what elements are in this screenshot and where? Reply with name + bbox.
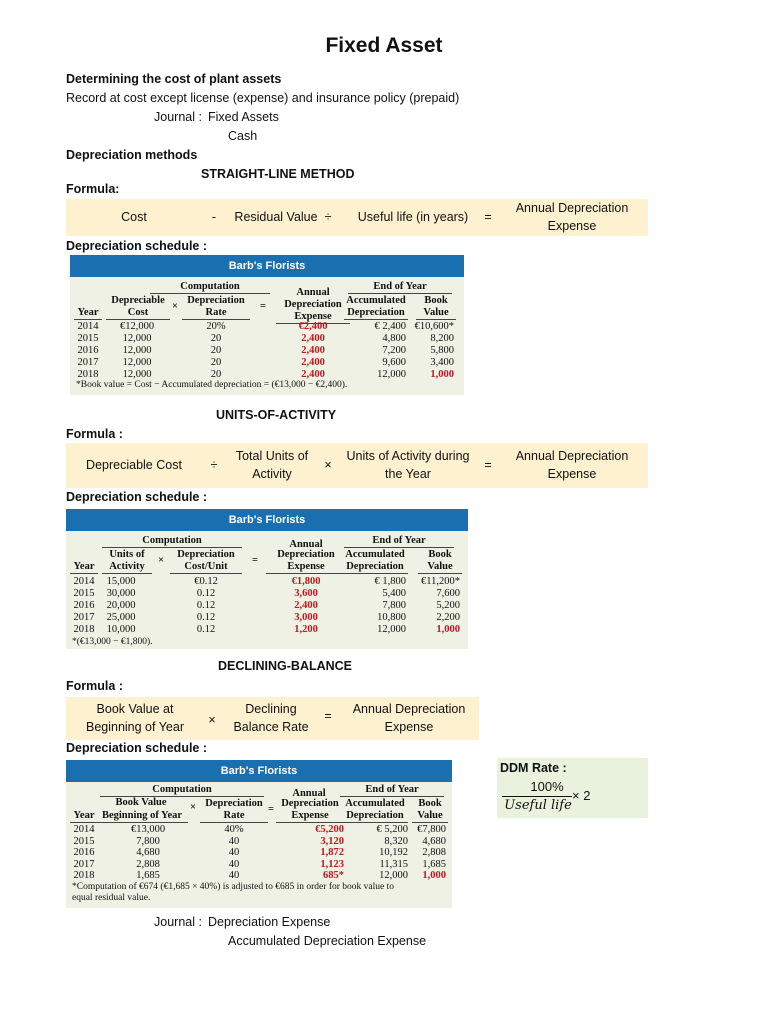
- db-cell-c4: 10,192: [379, 847, 408, 858]
- sl-footnote: *Book value = Cost − Accumulated depreciation = (€13,000 − €2,400).: [76, 380, 348, 390]
- ua-group-computation: Computation: [102, 535, 242, 548]
- db-h-c5b: Value: [412, 810, 448, 823]
- db-cell-c5: 4,680: [422, 835, 446, 847]
- sl-formula-residual: Residual Value: [234, 210, 318, 224]
- db-schedule-table: [66, 760, 452, 908]
- ua-h-times: ×: [158, 555, 164, 566]
- sl-cell-year: 2014: [77, 321, 99, 332]
- db-journal-credit: Accumulated Depreciation Expense: [228, 934, 427, 948]
- db-formula-rate: Declining Balance Rate: [233, 702, 309, 734]
- sl-h-equals: =: [260, 301, 266, 312]
- ua-h-c4a: Accumulated: [345, 549, 405, 560]
- sl-cell-year: 2017: [77, 357, 99, 368]
- sl-cell-c5: 3,400: [430, 357, 454, 368]
- ua-h-c1b: Activity: [102, 561, 152, 574]
- db-title: DECLINING-BALANCE: [218, 659, 353, 673]
- db-h-times: ×: [190, 802, 196, 813]
- sl-h-c1b: Cost: [106, 307, 170, 320]
- db-cell-year: 2014: [73, 824, 95, 835]
- ua-footnote: *(€13,000 − €1,800).: [72, 637, 153, 647]
- ua-cell-c1: 15,000: [106, 576, 136, 587]
- db-cell-c4: 8,320: [384, 835, 408, 847]
- db-cell-c4: 11,315: [379, 858, 408, 870]
- db-schedule-label: Depreciation schedule :: [66, 741, 208, 755]
- ua-schedule-table: [66, 509, 468, 649]
- ua-cell-c3: 3,600: [294, 588, 318, 599]
- db-formula: [66, 697, 479, 740]
- ua-formula-result: Annual Depreciation Expense: [515, 449, 629, 481]
- sl-group-computation: Computation: [150, 281, 270, 294]
- sl-cell-c3: 2,400: [301, 357, 325, 368]
- ua-formula-totalunits: Total Units of Activity: [235, 449, 309, 481]
- sl-cell-c3: 2,400: [301, 369, 325, 380]
- sl-cell-year: 2015: [77, 333, 99, 344]
- ua-h-c3b: Depreciation: [277, 549, 335, 560]
- ua-cell-c1: 20,000: [106, 600, 136, 611]
- ua-formula-label: Formula :: [66, 427, 123, 441]
- db-h-year: Year: [70, 810, 98, 823]
- ua-cell-c2: 0.12: [196, 624, 216, 635]
- db-cell-c5: 1,000: [422, 870, 446, 881]
- ua-cell-c3: 1,200: [294, 624, 318, 635]
- db-cell-c2: 40: [228, 858, 240, 870]
- db-formula-times: ×: [208, 713, 216, 727]
- db-cell-c2: 40: [228, 847, 240, 858]
- ddm-denominator: Useful life: [504, 798, 572, 813]
- ua-cell-c2: 0.12: [196, 612, 216, 623]
- db-cell-year: 2015: [73, 835, 95, 847]
- ua-cell-c4: € 1,800: [374, 576, 406, 587]
- sl-formula-result: Annual Depreciation Expense: [515, 201, 629, 233]
- db-cell-c3: 3,120: [320, 835, 344, 847]
- sl-cell-c1: 12,000: [122, 357, 152, 368]
- ua-formula-units-year: Units of Activity during the Year: [346, 449, 470, 481]
- ua-h-c2b: Cost/Unit: [170, 561, 242, 574]
- sl-cell-year: 2018: [77, 369, 99, 380]
- db-cell-c3: 1,123: [320, 858, 344, 870]
- sl-formula-equals: =: [484, 210, 492, 224]
- db-h-c1b: Beginning of Year: [96, 810, 188, 823]
- ua-formula-equals: =: [484, 458, 492, 472]
- ua-formula-times: ×: [324, 458, 332, 472]
- sl-cell-c2: 20: [210, 357, 222, 368]
- ua-table-title: Barb's Florists: [66, 509, 468, 531]
- sl-cell-c3: 2,400: [301, 333, 325, 344]
- sl-h-c2a: Depreciation: [187, 295, 245, 306]
- ua-formula: [66, 443, 648, 488]
- journal-label: Journal :: [154, 110, 202, 124]
- sl-formula: [66, 199, 648, 236]
- sl-cell-c2: 20: [210, 333, 222, 344]
- ua-cell-c1: 25,000: [106, 612, 136, 623]
- ua-h-year: Year: [70, 561, 98, 574]
- ua-cell-c4: 5,400: [382, 588, 406, 599]
- sl-cell-c5: 1,000: [430, 369, 454, 380]
- ua-cell-c5: 5,200: [436, 600, 460, 611]
- db-cell-c3: 1,872: [320, 847, 344, 858]
- db-cell-c1: 2,808: [136, 858, 160, 870]
- db-table-title: Barb's Florists: [66, 760, 452, 782]
- ua-cell-c5: 1,000: [436, 624, 460, 635]
- db-cell-c4: € 5,200: [376, 824, 408, 835]
- ua-title: UNITS-OF-ACTIVITY: [216, 408, 337, 422]
- sl-cell-c5: 5,800: [430, 345, 454, 356]
- sl-cell-c1: 12,000: [122, 345, 152, 356]
- ua-cell-c1: 10,000: [106, 624, 136, 635]
- sl-formula-life: Useful life (in years): [357, 210, 469, 224]
- sl-h-year: Year: [74, 307, 102, 320]
- cost-heading: Determining the cost of plant assets: [66, 72, 282, 86]
- sl-cell-c3: 2,400: [301, 345, 325, 356]
- ua-cell-c4: 12,000: [377, 624, 406, 635]
- db-cell-c1: €13,000: [130, 824, 166, 835]
- ua-cell-c3: 2,400: [294, 600, 318, 611]
- ua-cell-c2: 0.12: [196, 588, 216, 599]
- db-cell-c1: 4,680: [136, 847, 160, 858]
- db-h-c2a: Depreciation: [205, 798, 263, 809]
- db-formula-bookvalue: Book Value at Beginning of Year: [85, 702, 184, 734]
- db-h-c4a: Accumulated: [345, 798, 405, 809]
- ddm-multiplier: × 2: [572, 788, 591, 803]
- ddm-label: DDM Rate :: [500, 761, 567, 775]
- db-cell-c2: 40: [228, 870, 240, 881]
- sl-cell-c1: 12,000: [122, 333, 152, 344]
- db-cell-c2: 40%: [224, 824, 244, 835]
- db-cell-c2: 40: [228, 835, 240, 847]
- db-h-c1a: Book Value: [115, 797, 167, 808]
- sl-h-times: ×: [172, 301, 178, 312]
- ua-h-c1a: Units of: [109, 549, 145, 560]
- db-formula-result: Annual Depreciation Expense: [352, 702, 466, 734]
- cost-rule: Record at cost except license (expense) and insurance policy (prepaid): [66, 91, 460, 105]
- ua-cell-c5: 7,600: [436, 588, 460, 599]
- ua-cell-c5: €11,200*: [421, 576, 460, 587]
- sl-cell-c2: 20%: [206, 321, 226, 332]
- db-cell-c1: 1,685: [136, 870, 160, 881]
- ua-cell-c3: €1,800: [291, 576, 321, 587]
- db-cell-c5: €7,800: [417, 824, 446, 835]
- ua-cell-c2: €0.12: [194, 576, 218, 587]
- sl-cell-c1: €12,000: [119, 321, 155, 332]
- db-cell-c5: 1,685: [422, 858, 446, 870]
- db-h-c3b: Depreciation: [281, 798, 339, 809]
- ua-cell-year: 2017: [73, 612, 95, 623]
- db-cell-c3: 685*: [323, 870, 344, 881]
- sl-table-title: Barb's Florists: [70, 255, 464, 277]
- db-journal-debit: Depreciation Expense: [208, 915, 331, 929]
- db-cell-c1: 7,800: [136, 835, 160, 847]
- page-title: Fixed Asset: [325, 34, 443, 57]
- db-h-equals: =: [268, 804, 274, 815]
- methods-heading: Depreciation methods: [66, 148, 198, 162]
- sl-cell-year: 2016: [77, 345, 99, 356]
- db-footnote: *Computation of €674 (€1,685 × 40%) is adjusted to €685 in order for book value to equal residual value.: [72, 882, 394, 903]
- db-h-c5a: Book: [418, 798, 442, 809]
- ua-cell-year: 2015: [73, 588, 95, 599]
- sl-group-end: End of Year: [348, 281, 452, 294]
- journal-credit: Cash: [228, 129, 258, 143]
- ua-cell-c3: 3,000: [294, 612, 318, 623]
- ua-cell-c5: 2,200: [436, 612, 460, 623]
- ua-h-c4b: Depreciation: [342, 561, 408, 574]
- ua-h-c5b: Value: [418, 561, 462, 574]
- sl-schedule-label: Depreciation schedule :: [66, 239, 208, 253]
- ua-formula-divide: ÷: [210, 458, 218, 472]
- sl-h-c2b: Rate: [182, 307, 250, 320]
- sl-cell-c2: 20: [210, 345, 222, 356]
- sl-cell-c5: €10,600*: [414, 321, 454, 332]
- sl-cell-c4: 4,800: [382, 333, 406, 344]
- ua-h-c3c: Expense: [266, 561, 346, 574]
- ua-cell-c4: 7,800: [382, 600, 406, 611]
- sl-cell-c4: 12,000: [377, 369, 406, 380]
- journal-debit: Fixed Assets: [208, 110, 279, 124]
- sl-h-c4b: Depreciation: [344, 307, 408, 320]
- db-journal-label: Journal :: [154, 915, 202, 929]
- ua-cell-year: 2014: [73, 576, 95, 587]
- db-h-annual: Annual: [292, 788, 326, 799]
- sl-cell-c1: 12,000: [122, 369, 152, 380]
- db-cell-year: 2018: [73, 870, 95, 881]
- db-h-c4b: Depreciation: [342, 810, 408, 823]
- ua-h-equals: =: [252, 555, 258, 566]
- sl-h-c5a: Book: [424, 295, 448, 306]
- ddm-numerator: 100%: [530, 779, 564, 794]
- db-cell-year: 2017: [73, 858, 95, 870]
- sl-cell-c3: €2,400: [298, 321, 328, 332]
- ua-h-c2a: Depreciation: [177, 549, 235, 560]
- ua-group-end: End of Year: [344, 535, 454, 548]
- db-cell-year: 2016: [73, 847, 95, 858]
- sl-formula-divide: ÷: [324, 210, 332, 224]
- db-h-c2b: Rate: [200, 810, 268, 823]
- sl-cell-c5: 8,200: [430, 333, 454, 344]
- db-formula-equals: =: [324, 709, 332, 723]
- ua-schedule-label: Depreciation schedule :: [66, 490, 208, 504]
- sl-h-c3c: Expense: [276, 311, 350, 324]
- sl-h-c4a: Accumulated: [346, 295, 406, 306]
- ua-h-c5a: Book: [428, 549, 452, 560]
- ddm-rate-box: [497, 758, 648, 818]
- sl-h-c5b: Value: [416, 307, 456, 320]
- sl-cell-c4: € 2,400: [374, 321, 406, 332]
- ua-cell-c1: 30,000: [106, 588, 136, 599]
- sl-formula-cost: Cost: [121, 210, 147, 224]
- ua-formula-depcost: Depreciable Cost: [86, 458, 182, 472]
- sl-formula-minus: -: [211, 210, 217, 224]
- db-cell-c4: 12,000: [379, 870, 408, 881]
- sl-h-annual: Annual: [296, 287, 330, 298]
- ua-cell-c2: 0.12: [196, 600, 216, 611]
- sl-h-c1a: Depreciable: [111, 295, 165, 306]
- db-h-c3c: Expense: [276, 810, 344, 823]
- ua-h-annual: Annual: [289, 539, 323, 550]
- db-cell-c3: €5,200: [315, 824, 344, 835]
- sl-cell-c4: 7,200: [382, 345, 406, 356]
- sl-cell-c4: 9,600: [382, 357, 406, 368]
- db-group-computation: Computation: [100, 784, 264, 797]
- db-cell-c5: 2,808: [422, 847, 446, 858]
- ua-cell-c4: 10,800: [377, 612, 406, 623]
- sl-formula-label: Formula:: [66, 182, 120, 196]
- ua-cell-year: 2016: [73, 600, 95, 611]
- db-formula-label: Formula :: [66, 679, 123, 693]
- sl-title: STRAIGHT-LINE METHOD: [201, 167, 355, 181]
- sl-cell-c2: 20: [210, 369, 222, 380]
- ddm-fraction-line: [502, 796, 572, 797]
- sl-schedule-table: [70, 255, 464, 395]
- sl-h-c3b: Depreciation: [284, 299, 342, 310]
- db-group-end: End of Year: [340, 784, 444, 797]
- ua-cell-year: 2018: [73, 624, 95, 635]
